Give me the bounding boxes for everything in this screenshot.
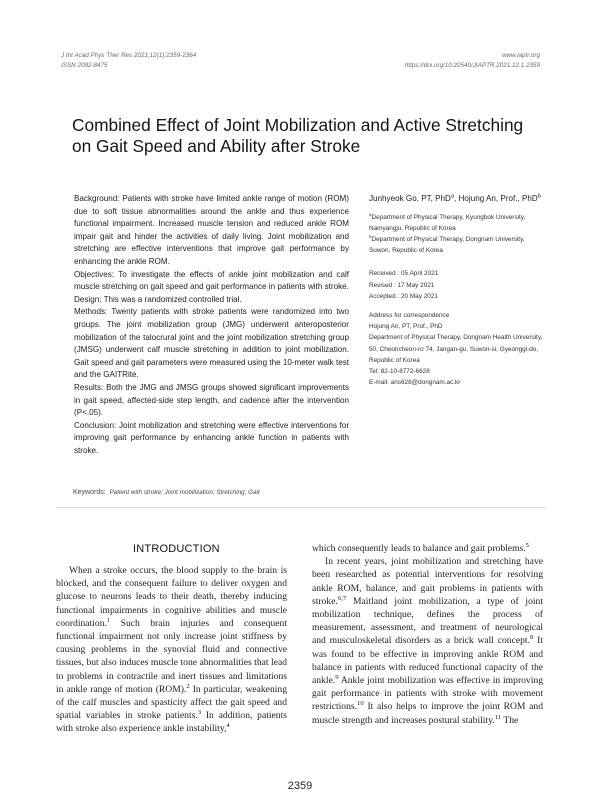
running-header-right — [405, 51, 540, 71]
abstract — [74, 193, 349, 457]
correspondence-email[interactable]: E-mail: ans628@dongnam.ac.kr — [369, 379, 461, 387]
citation-ref[interactable]: 1 — [106, 616, 111, 624]
abstract-label: Methods: — [74, 307, 108, 317]
abstract-methods — [74, 306, 349, 382]
correspondence-name: Hojung An, PT, Prof., PhD — [369, 323, 443, 331]
abstract-label: Design: — [74, 294, 102, 304]
author-name: Junhyeok Go, PT, PhD — [369, 194, 451, 203]
citation-ref[interactable]: 4 — [226, 722, 230, 730]
body-text: In recent years, joint mobilization and stretching have been researched as potential interventions for resolving ankle ROM, balance, and gait problems in patients with stroke. — [312, 556, 543, 607]
author-list — [369, 193, 547, 206]
citation-ref[interactable]: 2 — [186, 682, 190, 690]
citation-ref[interactable]: 10 — [357, 700, 364, 708]
abstract-text: This was a randomized controlled trial. — [103, 294, 242, 304]
abstract-design — [74, 294, 349, 307]
correspondence-address: Department of Physical Therapy, Dongnam Health University, 50, Cheoncheon-ro 74, Jangan-gu, Suwon-si, Gyeonggi-do, Republic of Korea — [369, 334, 543, 364]
article-info-sidebar — [369, 193, 547, 388]
affiliation-text: Department of Physical Therapy, Dongnam University, Suwon, Republic of Korea — [369, 236, 525, 255]
correspondence — [369, 310, 547, 388]
abstract-text: Twenty patients with stroke patients were randomized into two groups. The joint mobilization group (JMG) underwent anteroposterior mobilization of the talocrural joint and the joint mobilization stretching group (JMSG) underwent calf muscle stretching in addition to joint mobilization. Gait speed and gait parameters were measured using the 10-meter walk test and the GAITRite. — [74, 307, 349, 380]
affiliation-b — [369, 234, 547, 256]
affiliation-marker: a — [369, 211, 372, 217]
citation-ref[interactable]: 5 — [525, 541, 530, 549]
abstract-results — [74, 382, 349, 420]
journal-citation: J Int Acad Phys Ther Res 2021;12(1):2359-2364 — [61, 52, 197, 59]
revised-date: Revised : 17 May 2021 — [369, 281, 435, 289]
affiliation-marker: b — [537, 193, 541, 200]
journal-site-link[interactable]: www.iaptr.org — [502, 52, 540, 59]
body-text: It also helps to improve the joint ROM and muscle strength and increases postural stability. — [312, 701, 543, 726]
abstract-label: Conclusion: — [74, 420, 117, 430]
abstract-label: Objectives: — [74, 269, 115, 279]
abstract-text: Both the JMG and JMSG groups showed significant improvements in gait speed, affected-side step length, and cadence after the intervention (P<.05). — [74, 382, 349, 418]
body-text: Ankle joint mobilization was effective in improving gait performance in patients with stroke with movement restrictions. — [312, 675, 543, 713]
body-text: Such brain injuries and consequent functional impairment not only increase joint stiffness by causing problems in the synovial fluid and connective tissues, but also induces muscle tone abnormalities that lead to problems in contractile and inert tissues and limitations in ankle range of motion (ROM). — [56, 617, 287, 695]
abstract-text: Patients with stroke have limited ankle range of motion (ROM) due to soft tissue abnormalities around the ankle and thus experience functional impairment. Increased muscle tension and reduced ankle ROM impair gait and hinder the activities of daily living. Joint mobilization and stretching are effective interventions that improve gait performance by enhancing the ankle ROM. — [74, 194, 349, 266]
author-name: , Hojung An, Prof., PhD — [454, 194, 538, 203]
affiliation-marker: a — [450, 193, 455, 200]
introduction-heading: INTRODUCTION — [133, 543, 220, 555]
citation-ref[interactable]: 6,7 — [337, 594, 347, 602]
citation-ref[interactable]: 3 — [197, 709, 202, 717]
abstract-objectives — [74, 269, 349, 294]
affiliations — [369, 212, 547, 257]
accepted-date: Accepted : 20 May 2021 — [369, 292, 438, 300]
body-text: The — [501, 714, 519, 726]
keywords-label: Keywords: — [73, 489, 106, 496]
abstract-text: To investigate the effects of ankle joint mobilization and calf muscle stretching on gait speed and gait performance in patients with stroke. — [74, 269, 349, 292]
abstract-text: Joint mobilization and stretching were effective interventions for improving gait performance by enhancing ankle function in patients with stroke. — [74, 420, 350, 455]
running-header-left — [61, 51, 196, 71]
section-divider — [56, 507, 546, 508]
affiliation-marker: b — [369, 233, 372, 239]
body-column-right — [312, 542, 543, 727]
body-paragraph — [312, 555, 543, 727]
keywords — [73, 489, 260, 496]
affiliation-a — [369, 212, 547, 234]
article-dates — [369, 268, 547, 302]
citation-ref[interactable]: 11 — [494, 713, 502, 721]
body-text: In addition, patients with stroke also experience ankle instability, — [56, 710, 287, 735]
citation-ref[interactable]: 8 — [529, 634, 534, 642]
body-column-left — [56, 564, 287, 736]
abstract-background — [74, 193, 349, 269]
body-text: which consequently leads to balance and gait problems. — [312, 543, 526, 554]
body-paragraph — [312, 542, 543, 555]
correspondence-heading: Address for correspondence — [369, 312, 450, 320]
abstract-label: Results: — [74, 382, 104, 392]
abstract-label: Background: — [74, 194, 120, 203]
issn: ISSN 2092-8475 — [61, 62, 108, 69]
page-number: 2359 — [287, 780, 313, 792]
affiliation-text: Department of Physical Therapy, Kyungbok University, Namyangju, Republic of Korea — [369, 213, 526, 232]
body-text: In particular, weakening of the calf muscles and spasticity affect the gait speed and spatial variables in stroke patients. — [56, 683, 288, 722]
keywords-value: Patient with stroke; Joint mobilization; Stretching; Gait — [109, 489, 260, 496]
correspondence-tel: Tel: 82-10-8772-6628 — [369, 368, 430, 376]
article-title: Combined Effect of Joint Mobilization and Active Stretching on Gait Speed and Ability after Stroke — [72, 115, 524, 156]
doi-link[interactable]: https://doi.org/10.20540/JIAPTR.2021.12.1.2359 — [404, 62, 540, 69]
body-text: Maitland joint mobilization, a type of joint mobilization technique, defines the process of measurement, assessment, and treatment of neurological and musculoskeletal disorders as a brick wall concept. — [312, 595, 543, 647]
body-text: When a stroke occurs, the blood supply to the brain is blocked, and the consequent failure to deliver oxygen and glucose to neurons leads to their death, thereby inducing functional impairments in cognitive abilities and muscle coordination. — [56, 565, 287, 629]
abstract-conclusion — [74, 420, 349, 458]
body-paragraph — [56, 564, 287, 736]
received-date: Received : 05 April 2021 — [369, 270, 439, 278]
body-text: It was found to be effective in improving ankle ROM and balance in patients with reduced functional capacity of the ankle. — [312, 635, 543, 687]
citation-ref[interactable]: 9 — [335, 673, 339, 681]
